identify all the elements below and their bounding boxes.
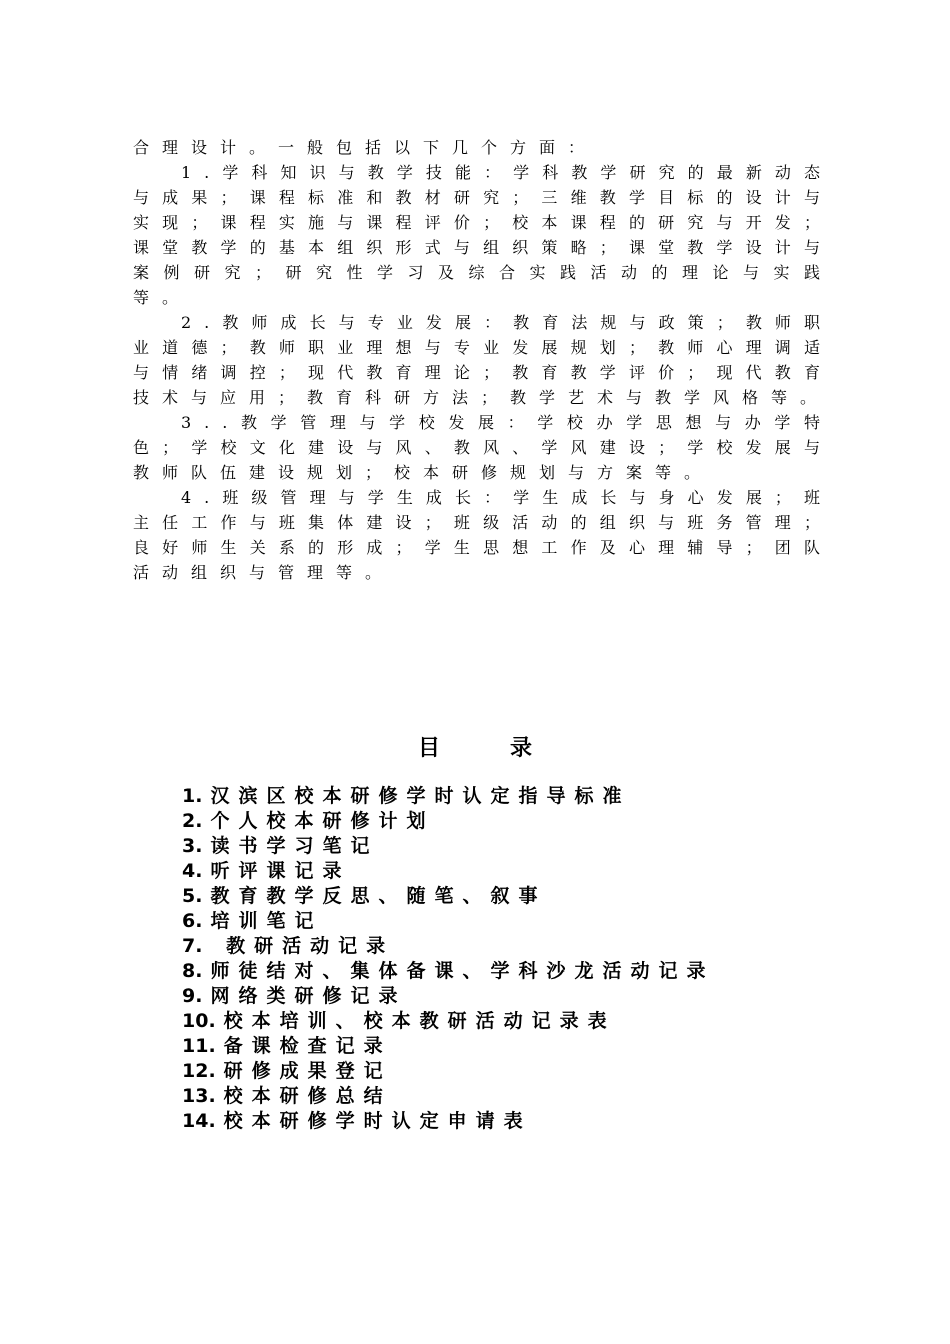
toc-entry: 10. 校本培训、校本教研活动记录表: [182, 1010, 616, 1032]
toc-list: [182, 784, 714, 1134]
toc-entry: 7. 教研活动记录: [182, 935, 395, 957]
topic-item-3: 3..教学管理与学校发展：学校办学思想与办学特色；学校文化建设与风、教风、学风建设；学校发展与教师队伍建设规划；校本研修规划与方案等。: [133, 413, 833, 482]
toc-entry: 4. 听评课记录: [182, 860, 351, 882]
toc-entry: 3. 读书学习笔记: [182, 835, 379, 857]
toc-entry: 2. 个人校本研修计划: [182, 810, 435, 832]
toc-entry: 14. 校本研修学时认定申请表: [182, 1110, 532, 1132]
toc-entry: 9. 网络类研修记录: [182, 985, 407, 1007]
body-text: [133, 135, 833, 585]
topic-item-1: 1.学科知识与教学技能：学科教学研究的最新动态与成果；课程标准和教材研究；三维教学目标的设计与实现；课程实施与课程评价；校本课程的研究与开发；课堂教学的基本组织形式与组织策略；课堂教学设计与案例研究；研究性学习及综合实践活动的理论与实践等。: [133, 163, 833, 307]
toc-entry: 5. 教育教学反思、随笔、叙事: [182, 885, 547, 907]
topic-item-4: 4.班级管理与学生成长：学生成长与身心发展；班主任工作与班集体建设；班级活动的组织与班务管理；良好师生关系的形成；学生思想工作及心理辅导；团队活动组织与管理等。: [133, 488, 833, 582]
toc-entry: 8. 师徒结对、集体备课、学科沙龙活动记录: [182, 960, 715, 982]
lead-paragraph: 合理设计。一般包括以下几个方面：: [133, 138, 598, 157]
toc-entry: 11. 备课检查记录: [182, 1035, 392, 1057]
toc-entry: 13. 校本研修总结: [182, 1085, 392, 1107]
toc-title: 目录: [417, 736, 602, 761]
toc-entry: 1. 汉滨区校本研修学时认定指导标准: [182, 785, 631, 807]
topic-item-2: 2.教师成长与专业发展：教育法规与政策；教师职业道德；教师职业理想与专业发展规划；教师心理调适与情绪调控；现代教育理论；教育教学评价；现代教育技术与应用；教育科研方法；教学艺术与教学风格等。: [133, 313, 833, 407]
toc-entry: 6. 培训笔记: [182, 910, 323, 932]
toc-entry: 12. 研修成果登记: [182, 1060, 392, 1082]
